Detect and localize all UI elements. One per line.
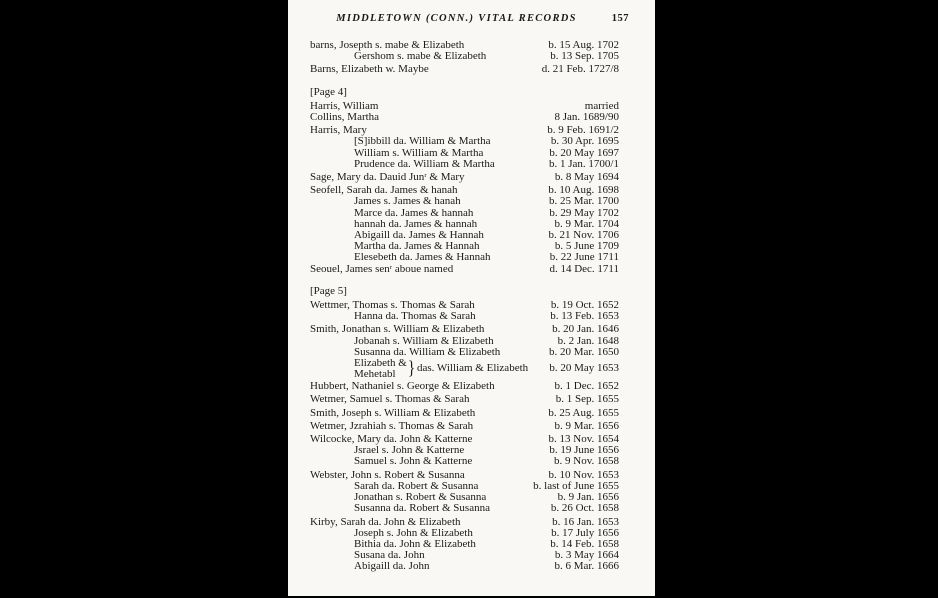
record-date: b. 1 Jan. 1700/1 [549,157,619,170]
record-date: b. 22 June 1711 [549,251,619,264]
record-date: b. 30 Apr. 1695 [550,135,619,148]
record-group [310,408,619,419]
record-row [310,112,619,123]
book-page [288,0,655,596]
record-name: Webster, John s. Robert & Susanna [310,468,465,481]
page-number: 157 [611,13,629,24]
record-name: James s. James & hanah [354,195,461,208]
running-head [288,0,655,29]
record-date: b. 2 Jan. 1648 [557,334,619,347]
record-name: Wetmer, Samuel s. Thomas & Sarah [310,393,470,406]
record-date: b. 13 Feb. 1653 [550,310,619,323]
record-name: Martha da. James & Hannah [354,240,480,253]
record-name: Abigaill da. James & Hannah [354,229,484,242]
record-date: b. 9 Jan. 1656 [557,491,619,504]
record-name: Samuel s. John & Katterne [354,455,473,468]
record-name: Susanna da. William & Elizabeth [354,345,501,358]
record-name: Elizabeth & [354,357,407,370]
record-name: Jobanah s. William & Elizabeth [354,334,494,347]
record-name: Wettmer, Thomas s. Thomas & Sarah [310,299,475,312]
record-name: Seouel, James senʳ aboue named [310,262,454,275]
record-group [310,470,619,515]
record-name: Wetmer, Jzrahiah s. Thomas & Sarah [310,419,474,432]
record-date: b. 6 Mar. 1666 [554,560,619,573]
record-name: Wilcocke, Mary da. John & Katterne [310,433,473,446]
record-name: William s. William & Martha [354,146,484,159]
record-name: Smith, Joseph s. William & Elizabeth [310,406,476,419]
record-date: b. 1 Sep. 1655 [555,393,619,406]
record-date: b. 20 May 1653 [549,362,619,375]
record-group [310,394,619,405]
record-group [310,421,619,432]
record-row-braced [310,358,619,379]
record-name: Jonathan s. Robert & Susanna [354,491,487,504]
record-date: b. 17 July 1656 [551,526,619,539]
record-name: [S]ibbill da. William & Martha [354,135,491,148]
record-name: hannah da. James & hannah [354,217,478,230]
record-name: Bithia da. John & Elizabeth [354,537,476,550]
record-date: b. 25 Aug. 1655 [548,406,619,419]
record-date: b. 19 June 1656 [549,444,619,457]
page-title: MIDDLETOWN (CONN.) VITAL RECORDS [336,13,577,24]
record-row [310,394,619,405]
record-name: Marce da. James & hannah [354,206,474,219]
record-row [310,324,619,335]
record-row [310,456,619,467]
record-name-suffix: das. William & Elizabeth [416,362,529,375]
record-row [310,51,619,62]
record-group [310,40,619,62]
record-date: b. 16 Jan. 1653 [552,515,619,528]
record-name: Hubbert, Nathaniel s. George & Elizabeth [310,380,495,393]
record-date: b. 3 May 1664 [554,549,619,562]
record-name: Smith, Jonathan s. William & Elizabeth [310,323,485,336]
record-date: d. 14 Dec. 1711 [549,262,619,275]
record-group [310,324,619,379]
record-name: Abigaill da. John [354,560,430,573]
record-date: b. 25 Mar. 1700 [549,195,619,208]
record-name: Mehetabl [354,367,396,380]
record-name: Sarah da. Robert & Susanna [354,479,479,492]
record-group [310,381,619,392]
record-group [310,434,619,468]
page-section-label: [Page 4] [310,85,347,98]
record-date: d. 21 Feb. 1727/8 [541,63,619,76]
record-date: b. 29 May 1702 [549,206,619,219]
record-group [310,172,619,183]
record-date: b. 10 Aug. 1698 [548,184,619,197]
record-date: b. 9 Nov. 1658 [554,455,619,468]
record-date: b. 20 Jan. 1646 [552,323,619,336]
record-name: Joseph s. John & Elizabeth [354,526,473,539]
record-name: Susana da. John [354,549,425,562]
record-row [310,264,619,275]
record-name: barns, Josepth s. mabe & Elizabeth [310,39,465,51]
record-group [310,101,619,123]
record-date: b. 20 May 1697 [549,146,619,159]
record-name: Kirby, Sarah da. John & Elizabeth [310,515,461,528]
record-name: Sage, Mary da. Dauid Junʳ & Mary [310,171,465,184]
record-row [310,408,619,419]
record-date: 8 Jan. 1689/90 [554,111,619,124]
record-row [310,172,619,183]
record-row [310,561,619,572]
record-group [310,300,619,322]
record-name: Collins, Martha [310,111,380,124]
record-date: b. 9 Feb. 1691/2 [547,124,619,137]
record-row [310,381,619,392]
record-group [310,264,619,275]
record-date: b. 15 Aug. 1702 [548,39,619,51]
record-date: b. 5 June 1709 [554,240,619,253]
record-row [310,159,619,170]
record-row [310,136,619,147]
record-row [310,503,619,514]
record-date: b. 21 Nov. 1706 [548,229,619,242]
record-name: Gershom s. mabe & Elizabeth [354,50,487,63]
record-group [310,125,619,170]
record-date: b. 8 May 1694 [554,171,619,184]
record-date: b. 13 Nov. 1654 [548,433,619,446]
record-group [310,64,619,75]
record-name: Seofell, Sarah da. James & hanah [310,184,458,197]
record-date: b. 14 Feb. 1658 [550,537,619,550]
record-date: b. 1 Dec. 1652 [554,380,619,393]
record-name: Susanna da. Robert & Susanna [354,502,490,515]
record-date: b. 9 Mar. 1656 [554,419,619,432]
record-date: b. 26 Oct. 1658 [550,502,619,515]
record-name: Harris, William [310,99,379,112]
record-date: married [584,99,619,112]
record-row [310,311,619,322]
records-list [310,40,619,573]
braced-names [354,358,407,379]
record-name: Harris, Mary [310,124,367,137]
record-group [310,517,619,573]
record-row [310,421,619,432]
record-name: Prudence da. William & Martha [354,157,495,170]
record-name: Hanna da. Thomas & Sarah [354,310,476,323]
record-name: Barns, Elizabeth w. Maybe [310,63,429,76]
brace-glyph: } [407,358,416,380]
record-date: b. 9 Mar. 1704 [554,217,619,230]
record-name: Elesebeth da. James & Hannah [354,251,491,264]
record-group [310,185,619,263]
record-row [310,196,619,207]
page-section-label: [Page 5] [310,284,347,297]
record-name-group [310,358,543,379]
record-row [310,64,619,75]
record-date: b. 10 Nov. 1653 [548,468,619,481]
record-row [310,252,619,263]
record-date: b. 13 Sep. 1705 [550,50,619,63]
record-date: b. 20 Mar. 1650 [549,345,619,358]
record-date: b. last of June 1655 [533,479,619,492]
record-name: Jsrael s. John & Katterne [354,444,465,457]
record-date: b. 19 Oct. 1652 [550,299,619,312]
